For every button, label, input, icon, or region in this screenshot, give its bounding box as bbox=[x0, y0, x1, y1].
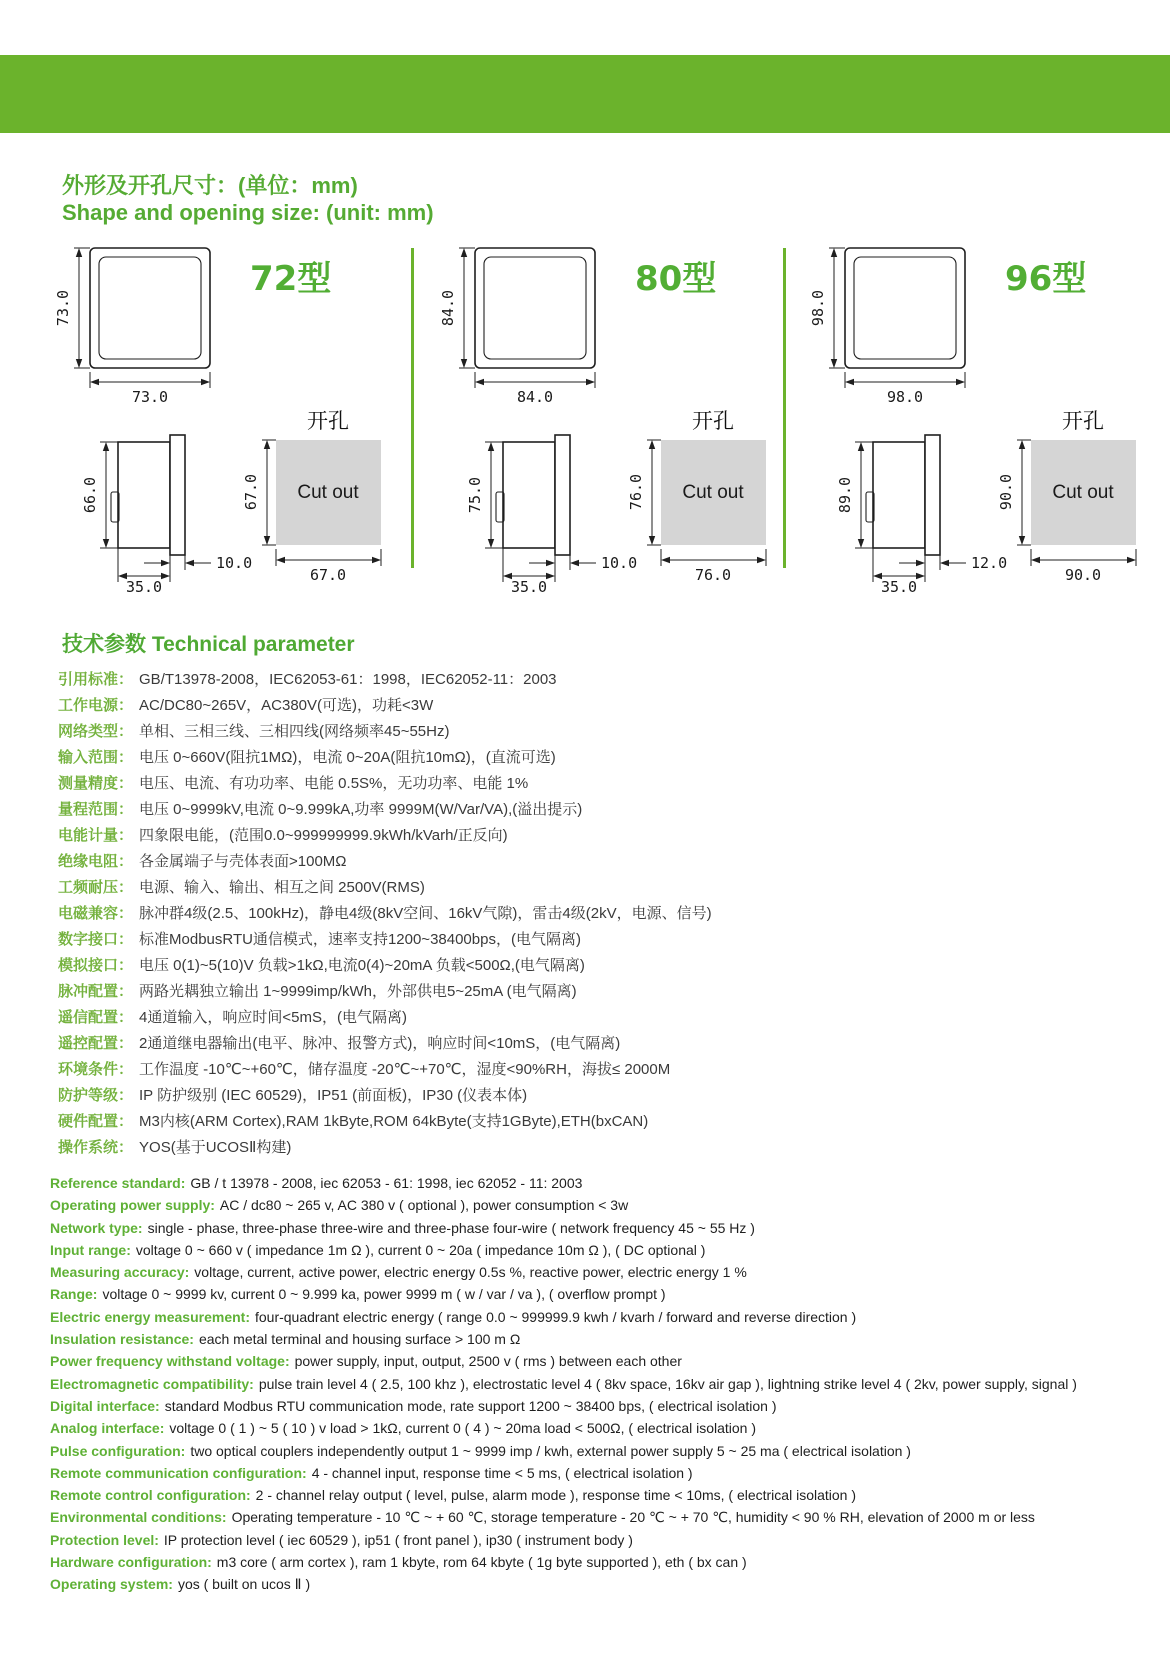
spec-label-en: Insulation resistance: bbox=[50, 1331, 194, 1348]
spec-value-zh: 电压 0~9999kV,电流 0~9.999kA,功率 9999M(W/Var/VA),(溢出提示) bbox=[139, 801, 583, 818]
cutout-width-dimension bbox=[661, 549, 766, 584]
spec-line-zh bbox=[58, 771, 712, 797]
spec-line-zh bbox=[58, 927, 712, 953]
spec-line-zh bbox=[58, 667, 712, 693]
front-height-dimension bbox=[54, 248, 90, 368]
spec-value-en: 4 - channel input, response time < 5 ms, ( electrical isolation ) bbox=[311, 1464, 693, 1481]
spec-line-en bbox=[50, 1573, 1077, 1595]
spec-label-zh: 防护等级： bbox=[58, 1087, 134, 1104]
spec-line-zh bbox=[58, 797, 712, 823]
spec-line-en bbox=[50, 1350, 1077, 1372]
spec-line-en bbox=[50, 1283, 1077, 1305]
spec-label-en: Network type: bbox=[50, 1219, 143, 1236]
tech-parameter-heading: 技术参数 Technical parameter bbox=[62, 633, 355, 656]
cutout-height-label: 67.0 bbox=[242, 473, 260, 511]
spec-label-zh: 遥信配置： bbox=[58, 1009, 134, 1026]
spec-label-zh: 绝缘电阻： bbox=[58, 853, 134, 870]
spec-label-zh: 操作系统： bbox=[58, 1139, 134, 1156]
cutout-view bbox=[276, 409, 381, 545]
dimension-drawing bbox=[795, 230, 1145, 595]
spec-line-zh bbox=[58, 745, 712, 771]
side-height-label: 66.0 bbox=[81, 476, 99, 514]
model-name: 96型 bbox=[1005, 259, 1087, 299]
spec-label-zh: 工作电源： bbox=[58, 697, 134, 714]
bezel-depth-label: 10.0 bbox=[216, 554, 253, 572]
model-name: 80型 bbox=[635, 259, 717, 299]
front-width-label: 73.0 bbox=[131, 388, 169, 406]
spec-value-en: 2 - channel relay output ( level, pulse, alarm mode ), response time < 10ms, ( electrical isolation ) bbox=[255, 1487, 856, 1504]
spec-value-en: voltage 0 ~ 660 v ( impedance 1m Ω ), current 0 ~ 20a ( impedance 10m Ω ), ( DC optional ) bbox=[135, 1241, 706, 1258]
spec-line-zh bbox=[58, 1057, 712, 1083]
side-height-dimension bbox=[81, 442, 118, 548]
spec-value-zh: 2通道继电器输出(电平、脉冲、报警方式)，响应时间<10mS，(电气隔离) bbox=[139, 1035, 621, 1052]
cutout-width-label: 67.0 bbox=[309, 566, 347, 584]
spec-value-en: voltage, current, active power, electric energy 0.5s %, reactive power, electric energy 1 % bbox=[194, 1264, 747, 1281]
spec-line-en bbox=[50, 1373, 1077, 1395]
spec-label-en: Hardware configuration: bbox=[50, 1554, 212, 1571]
front-width-dimension bbox=[845, 372, 965, 406]
spec-value-zh: YOS(基于UCOSⅡ构建) bbox=[139, 1139, 292, 1156]
spec-value-en: voltage 0 ~ 9999 kv, current 0 ~ 9.999 ka, power 9999 m ( w / var / va ), ( overflow prompt ) bbox=[102, 1286, 666, 1303]
spec-label-zh: 网络类型： bbox=[58, 723, 134, 740]
front-width-label: 98.0 bbox=[886, 388, 924, 406]
spec-value-zh: 单相、三相三线、三相四线(网络频率45~55Hz) bbox=[139, 723, 450, 740]
spec-value-zh: AC/DC80~265V，AC380V(可选)，功耗<3W bbox=[139, 697, 434, 714]
spec-label-en: Power frequency withstand voltage: bbox=[50, 1353, 290, 1370]
spec-label-zh: 工频耐压： bbox=[58, 879, 134, 896]
cutout-title-zh: 开孔 bbox=[307, 409, 349, 433]
bezel-depth-dimension bbox=[529, 554, 637, 572]
cutout-title-zh: 开孔 bbox=[692, 409, 734, 433]
spec-line-en bbox=[50, 1261, 1077, 1283]
side-width-label: 35.0 bbox=[880, 578, 918, 595]
spec-label-en: Range: bbox=[50, 1286, 98, 1303]
spec-value-en: AC / dc80 ~ 265 v, AC 380 v ( optional ), power consumption < 3w bbox=[219, 1197, 629, 1214]
cutout-title-en: Cut out bbox=[297, 482, 359, 503]
spec-label-en: Electromagnetic compatibility: bbox=[50, 1375, 254, 1392]
spec-line-zh bbox=[58, 1031, 712, 1057]
spec-label-en: Electric energy measurement: bbox=[50, 1308, 250, 1325]
spec-value-en: m3 core ( arm cortex ), ram 1 kbyte, rom 64 kbyte ( 1g byte supported ), eth ( bx can ) bbox=[216, 1554, 747, 1571]
spec-line-zh bbox=[58, 693, 712, 719]
cutout-width-label: 76.0 bbox=[694, 566, 732, 584]
spec-value-zh: M3内核(ARM Cortex),RAM 1kByte,ROM 64kByte(支持1GByte),ETH(bxCAN) bbox=[139, 1113, 649, 1130]
spec-value-en: each metal terminal and housing surface > 100 m Ω bbox=[198, 1331, 521, 1348]
spec-label-en: Remote communication configuration: bbox=[50, 1464, 307, 1481]
side-view bbox=[496, 435, 570, 555]
column-divider bbox=[783, 248, 786, 568]
bezel-depth-dimension bbox=[899, 554, 1007, 572]
spec-line-en bbox=[50, 1239, 1077, 1261]
shape-title-zh: 外形及开孔尺寸：(单位：mm) bbox=[62, 173, 358, 198]
front-height-dimension bbox=[439, 248, 475, 368]
spec-label-zh: 量程范围： bbox=[58, 801, 134, 818]
bezel-depth-label: 10.0 bbox=[601, 554, 638, 572]
front-height-label: 73.0 bbox=[54, 289, 72, 327]
cutout-height-label: 76.0 bbox=[627, 473, 645, 511]
spec-value-en: IP protection level ( iec 60529 ), ip51 ( front panel ), ip30 ( instrument body ) bbox=[163, 1531, 633, 1548]
model-diagram-column bbox=[795, 230, 1145, 595]
spec-label-zh: 电磁兼容： bbox=[58, 905, 134, 922]
spec-label-zh: 电能计量： bbox=[58, 827, 134, 844]
side-view bbox=[866, 435, 940, 555]
spec-label-en: Protection level: bbox=[50, 1531, 159, 1548]
spec-value-en: GB / t 13978 - 2008, iec 62053 - 61: 1998, iec 62052 - 11: 2003 bbox=[190, 1175, 583, 1191]
front-width-dimension bbox=[90, 372, 210, 406]
side-height-dimension bbox=[466, 442, 503, 548]
shape-section-title bbox=[62, 172, 434, 226]
spec-line-en bbox=[50, 1328, 1077, 1350]
front-view bbox=[845, 248, 965, 368]
spec-value-zh: IP 防护级别 (IEC 60529)，IP51 (前面板)，IP30 (仪表本体) bbox=[139, 1087, 528, 1104]
side-width-label: 35.0 bbox=[125, 578, 163, 595]
front-view bbox=[90, 248, 210, 368]
cutout-title-en: Cut out bbox=[682, 482, 744, 503]
spec-value-en: two optical couplers independently output 1 ~ 9999 imp / kwh, external power supply 5 ~ 25 ma ( electrical isolation ) bbox=[190, 1442, 911, 1459]
spec-label-zh: 硬件配置： bbox=[58, 1113, 134, 1130]
spec-value-zh: 电压 0(1)~5(10)V 负载>1kΩ,电流0(4)~20mA 负载<500Ω,(电气隔离) bbox=[139, 957, 585, 974]
side-width-dimension bbox=[503, 548, 555, 595]
model-name: 72型 bbox=[250, 259, 332, 299]
spec-value-zh: 四象限电能，(范围0.0~999999999.9kWh/kVarh/正反向) bbox=[139, 827, 508, 844]
spec-line-en bbox=[50, 1529, 1077, 1551]
front-height-dimension bbox=[809, 248, 845, 368]
spec-line-en bbox=[50, 1484, 1077, 1506]
spec-label-zh: 输入范围： bbox=[58, 749, 134, 766]
spec-label-zh: 测量精度： bbox=[58, 775, 134, 792]
cutout-height-dimension bbox=[242, 440, 276, 545]
model-diagram-column bbox=[40, 230, 390, 595]
spec-label-en: Operating system: bbox=[50, 1576, 173, 1593]
spec-label-zh: 脉冲配置： bbox=[58, 983, 134, 1000]
spec-line-zh bbox=[58, 1135, 712, 1161]
spec-line-zh bbox=[58, 823, 712, 849]
spec-label-en: Environmental conditions: bbox=[50, 1509, 227, 1526]
spec-line-zh bbox=[58, 849, 712, 875]
spec-line-zh bbox=[58, 1109, 712, 1135]
spec-line-zh bbox=[58, 979, 712, 1005]
spec-list-en bbox=[50, 1172, 1077, 1596]
spec-label-en: Pulse configuration: bbox=[50, 1442, 186, 1459]
spec-label-zh: 数字接口： bbox=[58, 931, 134, 948]
spec-line-en bbox=[50, 1462, 1077, 1484]
spec-value-en: Operating temperature - 10 ℃ ~ + 60 ℃, storage temperature - 20 ℃ ~ + 70 ℃, humidity < 90 % RH, elevation of 2000 m or less bbox=[231, 1509, 1035, 1526]
spec-line-en bbox=[50, 1194, 1077, 1216]
spec-line-en bbox=[50, 1440, 1077, 1462]
cutout-width-dimension bbox=[276, 549, 381, 584]
spec-line-zh bbox=[58, 1005, 712, 1031]
side-view bbox=[111, 435, 185, 555]
spec-value-zh: GB/T13978-2008，IEC62053-61：1998，IEC62052-11：2003 bbox=[139, 671, 557, 688]
spec-label-en: Operating power supply: bbox=[50, 1197, 215, 1214]
spec-value-zh: 电压、电流、有功功率、电能 0.5S%，无功功率、电能 1% bbox=[139, 775, 529, 792]
bezel-depth-label: 12.0 bbox=[971, 554, 1008, 572]
spec-line-en bbox=[50, 1395, 1077, 1417]
side-width-dimension bbox=[118, 548, 170, 595]
cutout-height-label: 90.0 bbox=[997, 473, 1015, 511]
spec-label-en: Digital interface: bbox=[50, 1397, 160, 1414]
spec-label-en: Remote control configuration: bbox=[50, 1487, 251, 1504]
spec-value-zh: 两路光耦独立输出 1~9999imp/kWh，外部供电5~25mA (电气隔离) bbox=[139, 983, 577, 1000]
spec-value-en: voltage 0 ( 1 ) ~ 5 ( 10 ) v load > 1kΩ, current 0 ( 4 ) ~ 20ma load < 500Ω, ( electrical isolation ) bbox=[169, 1420, 757, 1437]
model-diagrams bbox=[40, 230, 1145, 595]
spec-line-zh bbox=[58, 901, 712, 927]
spec-value-en: single - phase, three-phase three-wire and three-phase four-wire ( network frequency 45 ~ 55 Hz ) bbox=[147, 1219, 755, 1236]
spec-value-zh: 各金属端子与壳体表面>100MΩ bbox=[139, 853, 347, 870]
side-height-label: 89.0 bbox=[836, 476, 854, 514]
cutout-width-dimension bbox=[1031, 549, 1136, 584]
side-height-dimension bbox=[836, 442, 873, 548]
front-height-label: 84.0 bbox=[439, 289, 457, 327]
spec-value-zh: 工作温度 -10℃~+60℃，储存温度 -20℃~+70℃，湿度<90%RH，海拔≤ 2000M bbox=[139, 1061, 671, 1078]
spec-value-en: four-quadrant electric energy ( range 0.0 ~ 999999.9 kwh / kvarh / forward and reverse direction ) bbox=[254, 1308, 857, 1325]
spec-line-zh bbox=[58, 719, 712, 745]
column-divider bbox=[411, 248, 414, 568]
spec-list-zh bbox=[58, 667, 712, 1161]
spec-label-zh: 模拟接口： bbox=[58, 957, 134, 974]
spec-label-zh: 引用标准： bbox=[58, 671, 134, 688]
spec-value-en: pulse train level 4 ( 2.5, 100 khz ), electrostatic level 4 ( 8kv space, 16kv air gap ), lightning strike level 4 ( 2kv, power supply, signal ) bbox=[258, 1375, 1077, 1392]
spec-line-en bbox=[50, 1172, 1077, 1194]
side-width-dimension bbox=[873, 548, 925, 595]
model-diagram-column bbox=[425, 230, 775, 595]
spec-line-en bbox=[50, 1306, 1077, 1328]
dimension-drawing bbox=[425, 230, 775, 595]
spec-value-en: yos ( built on ucos Ⅱ ) bbox=[177, 1576, 311, 1593]
spec-label-en: Reference standard: bbox=[50, 1175, 186, 1191]
spec-value-zh: 脉冲群4级(2.5、100kHz)，静电4级(8kV空间、16kV气隙)，雷击4级(2kV，电源、信号) bbox=[139, 905, 712, 922]
front-width-dimension bbox=[475, 372, 595, 406]
cutout-title-zh: 开孔 bbox=[1062, 409, 1104, 433]
spec-line-en bbox=[50, 1506, 1077, 1528]
spec-line-en bbox=[50, 1217, 1077, 1239]
side-width-label: 35.0 bbox=[510, 578, 548, 595]
front-view bbox=[475, 248, 595, 368]
shape-title-en: Shape and opening size: (unit: mm) bbox=[62, 200, 434, 225]
spec-line-zh bbox=[58, 875, 712, 901]
spec-value-zh: 电源、输入、输出、相互之间 2500V(RMS) bbox=[139, 879, 425, 896]
front-width-label: 84.0 bbox=[516, 388, 554, 406]
spec-label-en: Input range: bbox=[50, 1241, 131, 1258]
spec-value-en: power supply, input, output, 2500 v ( rms ) between each other bbox=[294, 1353, 682, 1370]
cutout-view bbox=[1031, 409, 1136, 545]
spec-line-zh bbox=[58, 1083, 712, 1109]
cutout-view bbox=[661, 409, 766, 545]
spec-label-en: Analog interface: bbox=[50, 1420, 165, 1437]
spec-value-en: standard Modbus RTU communication mode, rate support 1200 ~ 38400 bps, ( electrical isolation ) bbox=[164, 1397, 777, 1414]
spec-line-zh bbox=[58, 953, 712, 979]
spec-line-en bbox=[50, 1551, 1077, 1573]
cutout-height-dimension bbox=[997, 440, 1031, 545]
spec-label-zh: 环境条件： bbox=[58, 1061, 134, 1078]
cutout-width-label: 90.0 bbox=[1064, 566, 1102, 584]
bezel-depth-dimension bbox=[144, 554, 252, 572]
spec-value-zh: 电压 0~660V(阻抗1MΩ)，电流 0~20A(阻抗10mΩ)，(直流可选) bbox=[139, 749, 556, 766]
spec-line-en bbox=[50, 1417, 1077, 1439]
dimension-drawing bbox=[40, 230, 390, 595]
spec-value-zh: 标准ModbusRTU通信模式，速率支持1200~38400bps，(电气隔离) bbox=[139, 931, 581, 948]
spec-value-zh: 4通道输入，响应时间<5mS，(电气隔离) bbox=[139, 1009, 407, 1026]
spec-label-zh: 遥控配置： bbox=[58, 1035, 134, 1052]
cutout-height-dimension bbox=[627, 440, 661, 545]
front-height-label: 98.0 bbox=[809, 289, 827, 327]
side-height-label: 75.0 bbox=[466, 476, 484, 514]
header-band bbox=[0, 55, 1170, 133]
cutout-title-en: Cut out bbox=[1052, 482, 1114, 503]
spec-label-en: Measuring accuracy: bbox=[50, 1264, 190, 1281]
